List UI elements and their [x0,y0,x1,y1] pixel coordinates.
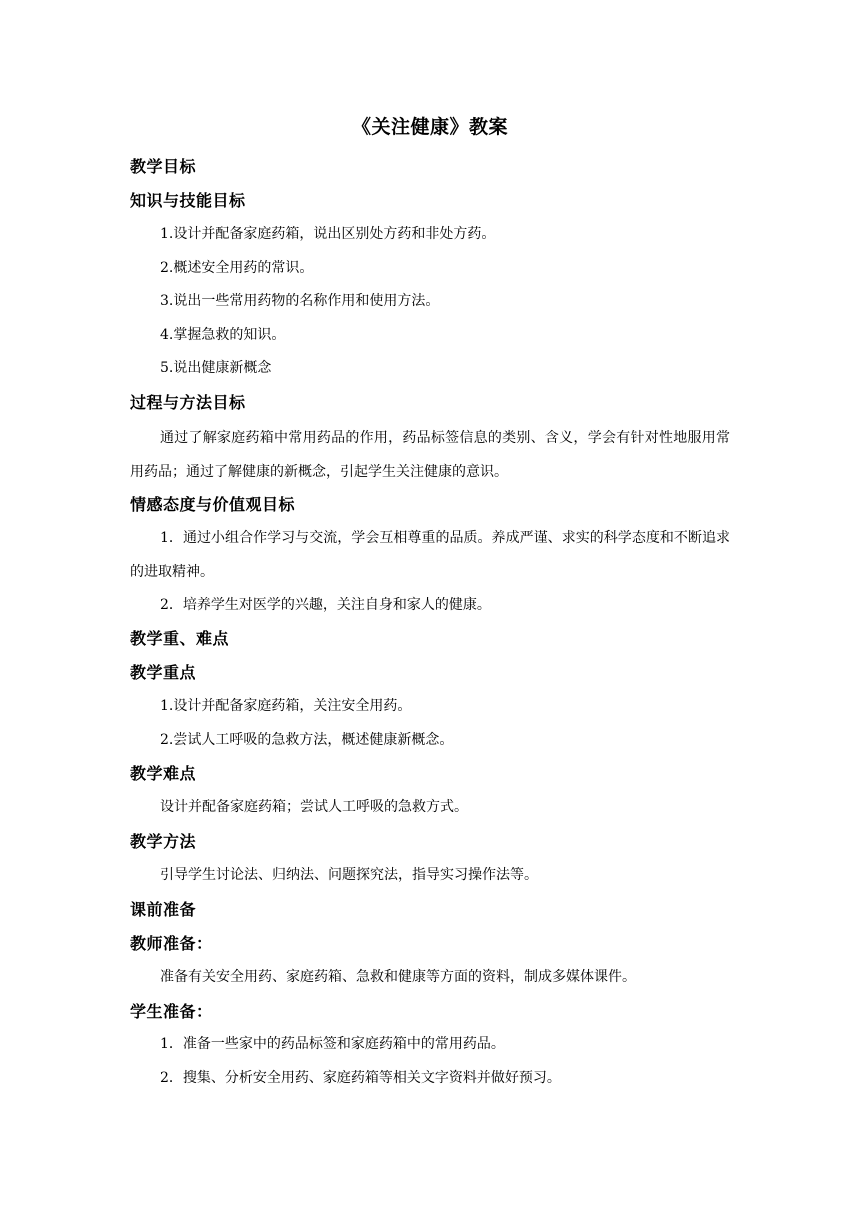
teacher-prep-text: 准备有关安全用药、家庭药箱、急救和健康等方面的资料，制成多媒体课件。 [160,969,636,985]
heading-key-difficult-points: 教学重、难点 [130,629,230,648]
knowledge-item: 2.概述安全用药的常识。 [160,260,314,276]
knowledge-item: 5.说出健康新概念 [160,360,272,376]
knowledge-item: 1.设计并配备家庭药箱，说出区别处方药和非处方药。 [160,226,496,242]
emotion-item: 2．培养学生对医学的兴趣，关注自身和家人的健康。 [160,597,491,613]
knowledge-item: 4.掌握急救的知识。 [160,327,286,343]
heading-knowledge-skills: 知识与技能目标 [130,191,246,210]
student-prep-item: 1．准备一些家中的药品标签和家庭药箱中的常用药品。 [160,1036,505,1052]
heading-teaching-methods: 教学方法 [130,832,197,851]
heading-teaching-objectives: 教学目标 [130,157,197,176]
emotion-item: 1．通过小组合作学习与交流，学会互相尊重的品质。养成严谨、求实的科学态度和不断追求的进取精神。 [130,530,730,580]
key-point-item: 2.尝试人工呼吸的急救方法，概述健康新概念。 [160,732,454,748]
heading-difficult-points: 教学难点 [130,764,197,783]
document-title: 《关注健康》教案 [351,116,508,138]
heading-student-preparation: 学生准备： [130,1002,213,1021]
key-point-item: 1.设计并配备家庭药箱，关注安全用药。 [160,698,412,714]
heading-teacher-preparation: 教师准备： [130,934,213,953]
method-text: 引导学生讨论法、归纳法、问题探究法，指导实习操作法等。 [160,867,538,883]
process-paragraph: 通过了解家庭药箱中常用药品的作用，药品标签信息的类别、含义，学会有针对性地服用常用药品；通过了解健康的新概念，引起学生关注健康的意识。 [130,430,730,480]
student-prep-item: 2．搜集、分析安全用药、家庭药箱等相关文字资料并做好预习。 [160,1070,561,1086]
heading-emotion-values: 情感态度与价值观目标 [130,495,296,514]
difficulty-text: 设计并配备家庭药箱；尝试人工呼吸的急救方式。 [160,799,468,815]
heading-key-points: 教学重点 [130,663,197,682]
heading-process-method: 过程与方法目标 [130,393,246,412]
knowledge-item: 3.说出一些常用药物的名称作用和使用方法。 [160,293,440,309]
heading-preparation: 课前准备 [130,900,197,919]
